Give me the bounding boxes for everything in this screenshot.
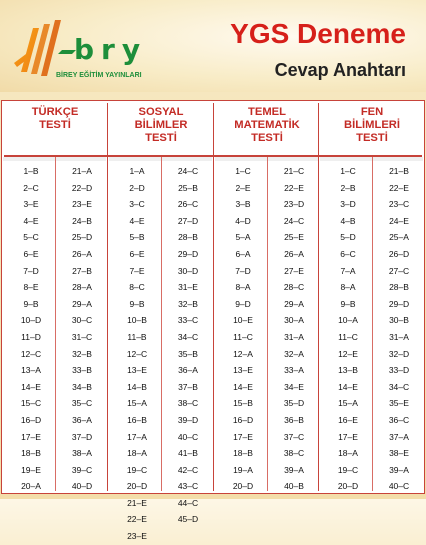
answer-cell: 9–B — [129, 298, 145, 309]
answer-cell: 39–D — [177, 414, 199, 425]
answer-column — [324, 163, 372, 495]
answer-column — [219, 163, 267, 495]
answer-cell: 2–C — [23, 182, 39, 193]
brand-logo — [6, 18, 166, 88]
answer-cell: 26–A — [284, 248, 304, 259]
answer-cell: 24–E — [389, 215, 409, 226]
answer-cell: 7–D — [235, 265, 251, 276]
answer-cell: 20–D — [232, 481, 254, 492]
answer-cell: 16–B — [127, 414, 147, 425]
answer-cell: 32–B — [178, 298, 198, 309]
answer-cell: 14–E — [233, 381, 253, 392]
answer-cell: 5–B — [129, 232, 145, 243]
answer-cell: 25–B — [178, 182, 198, 193]
answer-cell: 24–B — [72, 215, 92, 226]
answer-cell: 32–D — [388, 348, 410, 359]
answer-cell: 34–C — [177, 331, 199, 342]
answer-cell: 28–C — [283, 282, 305, 293]
answer-cell: 21–C — [283, 166, 305, 176]
answer-cell: 35–D — [283, 398, 305, 409]
page-subtitle: Cevap Anahtarı — [274, 60, 406, 80]
answer-cell: 12–C — [20, 348, 42, 359]
answer-cell: 26–C — [177, 199, 199, 210]
answer-cell: 29–A — [72, 298, 92, 309]
answer-cell: 34–B — [72, 381, 92, 392]
answer-cell: 1–B — [23, 166, 39, 176]
answer-cell: 29–A — [284, 298, 304, 309]
answer-cell: 15–A — [338, 398, 358, 409]
answer-cell: 23–E — [72, 199, 92, 210]
answer-cell: 39–A — [284, 464, 304, 475]
answer-cell: 9–D — [235, 298, 251, 309]
answer-cell: 5–D — [340, 232, 356, 243]
answer-block-turkce — [3, 157, 106, 491]
answer-cell: 1–A — [129, 166, 145, 176]
answer-cell: 32–A — [284, 348, 304, 359]
answer-cell: 6–C — [340, 248, 356, 259]
answer-cell: 24–C — [283, 215, 305, 226]
answer-column — [113, 163, 161, 545]
answer-cell: 35–C — [71, 398, 93, 409]
answer-cell: 22–E — [389, 182, 409, 193]
answer-cell: 22–E — [284, 182, 304, 193]
section-title-matematik — [215, 106, 319, 145]
answer-cell: 38–E — [389, 448, 409, 459]
answer-cell: 1–C — [340, 166, 356, 176]
answer-cell: 24–C — [177, 166, 199, 176]
section-title-fen — [320, 106, 424, 145]
answer-cell: 8–E — [23, 282, 39, 293]
answer-cell: 35–E — [389, 398, 409, 409]
answer-cell: 9–B — [340, 298, 356, 309]
answer-cell: 27–C — [388, 265, 410, 276]
answer-cell: 30–D — [177, 265, 199, 276]
answer-cell: 7–E — [129, 265, 145, 276]
answer-cell: 19–C — [126, 464, 148, 475]
answer-cell: 40–B — [284, 481, 304, 492]
header — [0, 0, 426, 92]
answer-cell: 29–D — [388, 298, 410, 309]
answer-cell: 20–D — [337, 481, 359, 492]
answer-cell: 12–C — [126, 348, 148, 359]
section-headers — [2, 101, 426, 156]
answer-cell: 17–E — [233, 431, 253, 442]
column-divider — [55, 157, 56, 491]
answer-column — [7, 163, 55, 495]
answer-cell: 19–A — [233, 464, 253, 475]
answer-cell: 13–E — [127, 365, 147, 376]
answer-cell: 33–D — [388, 365, 410, 376]
answer-cell: 31–A — [284, 331, 304, 342]
answer-cell: 18–A — [127, 448, 147, 459]
answer-cell: 28–B — [178, 232, 198, 243]
answer-cell: 13–B — [338, 365, 358, 376]
answer-cell: 40–C — [388, 481, 410, 492]
answer-cell: 8–C — [129, 282, 145, 293]
answer-cell: 29–D — [177, 248, 199, 259]
answer-cell: 11–C — [338, 331, 358, 342]
answer-cell: 1–C — [235, 166, 251, 176]
answer-block-sosyal — [109, 157, 212, 542]
answer-cell: 25–E — [284, 232, 304, 243]
answer-cell: 5–C — [23, 232, 39, 243]
answer-cell: 32–B — [72, 348, 92, 359]
answer-cell: 9–B — [23, 298, 39, 309]
answer-cell: 3–C — [129, 199, 145, 210]
column-divider — [161, 157, 162, 491]
answer-cell: 39–A — [389, 464, 409, 475]
answer-cell: 36–B — [284, 414, 304, 425]
section-title-line: BİLİMLERİ — [344, 119, 400, 131]
answer-cell: 34–C — [388, 381, 410, 392]
brand-name: bry — [74, 33, 148, 66]
answer-cell: 8–A — [340, 282, 356, 293]
answer-column — [270, 163, 318, 495]
answer-cell: 6–A — [235, 248, 251, 259]
answer-cell: 12–E — [338, 348, 358, 359]
section-title-line: MATEMATİK — [234, 119, 300, 131]
answer-cell: 2–E — [235, 182, 251, 193]
answer-cell: 42–C — [177, 464, 199, 475]
answer-cell: 15–A — [127, 398, 147, 409]
answer-cell: 21–E — [127, 497, 147, 508]
answer-cell: 27–E — [284, 265, 304, 276]
section-title-sosyal — [109, 106, 213, 145]
answer-cell: 27–B — [72, 265, 92, 276]
answer-block-fen — [320, 157, 423, 491]
answer-cell: 13–A — [21, 365, 41, 376]
section-title-line: TEMEL — [248, 106, 286, 118]
answer-cell: 30–A — [284, 315, 304, 326]
answer-cell: 44–C — [177, 497, 199, 508]
answer-column — [375, 163, 423, 495]
answer-cell: 5–A — [235, 232, 251, 243]
answer-cell: 11–B — [127, 331, 147, 342]
answer-cell: 18–B — [21, 448, 41, 459]
answer-cell: 22–E — [127, 514, 147, 525]
answer-cell: 35–B — [178, 348, 198, 359]
answer-cell: 7–A — [340, 265, 356, 276]
answer-cell: 16–D — [20, 414, 42, 425]
answer-cell: 33–C — [177, 315, 199, 326]
answer-cell: 16–D — [232, 414, 254, 425]
answer-cell: 19–C — [337, 464, 359, 475]
answer-cell: 38–C — [283, 448, 305, 459]
answer-cell: 37–A — [389, 431, 409, 442]
section-title-line: TESTİ — [39, 119, 71, 131]
answer-cell: 14–B — [127, 381, 147, 392]
answer-cell: 38–A — [72, 448, 92, 459]
answer-cell: 3–B — [235, 199, 251, 210]
answer-cell: 23–E — [127, 531, 147, 542]
answer-cell: 17–E — [338, 431, 358, 442]
answer-cell: 37–C — [283, 431, 305, 442]
answer-cell: 6–E — [23, 248, 39, 259]
answer-cell: 4–B — [340, 215, 356, 226]
answer-cell: 10–B — [127, 315, 147, 326]
answer-cell: 4–E — [23, 215, 39, 226]
answer-cell: 36–A — [72, 414, 92, 425]
answer-cell: 2–B — [340, 182, 356, 193]
answer-cell: 4–E — [129, 215, 145, 226]
answer-cell: 3–E — [23, 199, 39, 210]
answer-cell: 13–E — [233, 365, 253, 376]
answer-cell: 41–B — [178, 448, 198, 459]
answer-cell: 10–D — [20, 315, 42, 326]
section-title-line: TESTİ — [251, 132, 283, 144]
answer-cell: 22–D — [71, 182, 93, 193]
answer-cell: 37–B — [178, 381, 198, 392]
answer-cell: 16–E — [338, 414, 358, 425]
answer-cell: 27–D — [177, 215, 199, 226]
answer-cell: 33–B — [72, 365, 92, 376]
answer-cell: 18–A — [338, 448, 358, 459]
answer-cell: 2–D — [129, 182, 145, 193]
answer-cell: 18–B — [233, 448, 253, 459]
answer-cell: 21–B — [389, 166, 409, 176]
answer-cell: 19–E — [21, 464, 41, 475]
answer-cell: 28–A — [72, 282, 92, 293]
answer-cell: 7–D — [23, 265, 39, 276]
answer-cell: 30–B — [389, 315, 409, 326]
answer-key-panel — [1, 100, 425, 542]
answer-cell: 23–D — [283, 199, 305, 210]
answer-cell: 38–C — [177, 398, 199, 409]
section-title-line: TESTİ — [145, 132, 177, 144]
answer-cell: 31–C — [71, 331, 93, 342]
answer-cell: 36–C — [388, 414, 410, 425]
answer-cell: 36–A — [178, 365, 198, 376]
answer-column — [58, 163, 106, 495]
answer-cell: 6–E — [129, 248, 145, 259]
answer-cell: 37–D — [71, 431, 93, 442]
column-divider — [372, 157, 373, 491]
answer-cell: 4–D — [235, 215, 251, 226]
answer-cell: 15–C — [20, 398, 42, 409]
answer-cell: 26–A — [72, 248, 92, 259]
answer-cell: 34–E — [284, 381, 304, 392]
answer-cell: 39–C — [71, 464, 93, 475]
answer-cell: 26–D — [388, 248, 410, 259]
column-divider — [267, 157, 268, 491]
answer-cell: 14–E — [338, 381, 358, 392]
answer-cell: 20–A — [21, 481, 41, 492]
answer-cell: 10–E — [233, 315, 253, 326]
answer-cell: 10–A — [338, 315, 358, 326]
answer-cell: 23–C — [388, 199, 410, 210]
section-title-turkce — [3, 106, 107, 132]
answer-cell: 31–E — [178, 282, 198, 293]
answer-cell: 40–C — [177, 431, 199, 442]
answer-cell: 3–D — [340, 199, 356, 210]
answer-cell: 25–D — [71, 232, 93, 243]
answer-cell: 8–A — [235, 282, 251, 293]
answer-cell: 17–A — [127, 431, 147, 442]
answer-cell: 40–D — [71, 481, 93, 492]
answer-cell: 20–D — [126, 481, 148, 492]
section-title-line: SOSYAL — [138, 106, 184, 118]
answer-cell: 11–D — [21, 331, 41, 342]
answer-cell: 25–A — [389, 232, 409, 243]
answer-cell: 21–A — [72, 166, 92, 176]
answer-cell: 31–A — [389, 331, 409, 342]
brand-mark-icon — [6, 18, 78, 80]
section-title-line: FEN — [360, 106, 384, 118]
answer-block-matematik — [215, 157, 318, 491]
section-title-line: TÜRKÇE — [31, 106, 79, 118]
answer-tables — [2, 157, 426, 542]
answer-cell: 28–B — [389, 282, 409, 293]
section-title-line: BİLİMLER — [134, 119, 188, 131]
answer-cell: 11–C — [233, 331, 253, 342]
answer-cell: 30–C — [71, 315, 93, 326]
answer-cell: 12–A — [233, 348, 253, 359]
answer-cell: 14–E — [21, 381, 41, 392]
answer-column — [164, 163, 212, 528]
answer-cell: 17–E — [21, 431, 41, 442]
answer-cell: 45–D — [177, 514, 199, 525]
page-title: YGS Deneme — [230, 18, 406, 49]
answer-cell: 43–C — [177, 481, 199, 492]
brand-subtitle: BİREY EĞİTİM YAYINLARI — [56, 72, 142, 79]
answer-cell: 33–A — [284, 365, 304, 376]
section-title-line: TESTİ — [356, 132, 388, 144]
answer-cell: 15–B — [233, 398, 253, 409]
